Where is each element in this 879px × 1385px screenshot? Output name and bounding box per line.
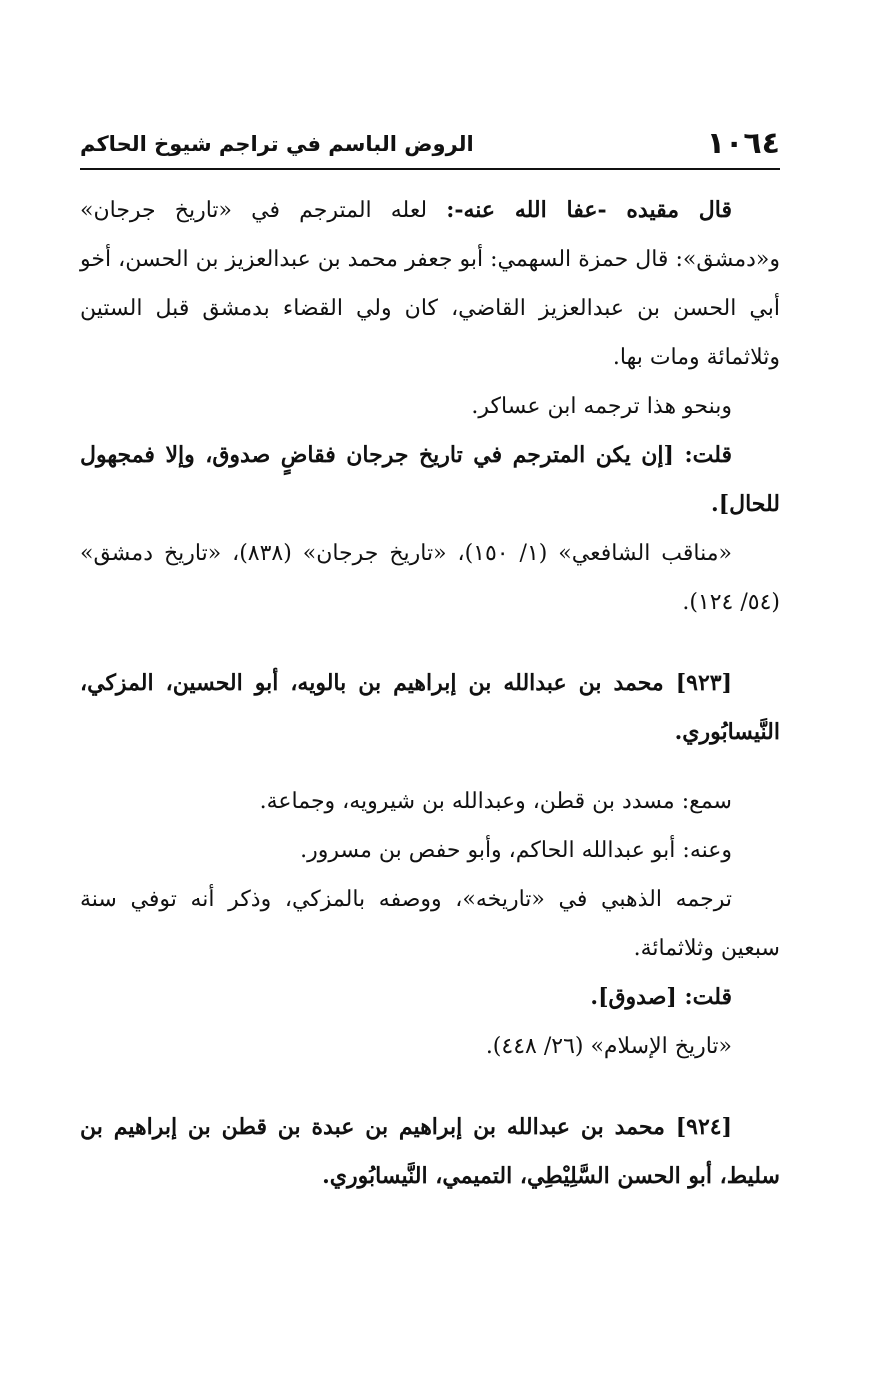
commentary-text: لعله المترجم في «تاريخ جرجان» و«دمشق»: قال حمزة السهمي: أبو جعفر محمد بن عبدالعزيز بن الحسن، أخو أبي الحسن بن عبدالعزيز القاضي، كان ولي القضاء بدمشق قبل الستين وثلاثمائة ومات بها. xyxy=(80,198,780,370)
header-rule xyxy=(80,168,780,170)
paragraph-verdict: قلت: [إن يكن المترجم في تاريخ جرجان فقاضٍ صدوق، وإلا فمجهول للحال]. xyxy=(80,442,780,517)
entry-923-heard: سمع: مسدد بن قطن، وعبدالله بن شيرويه، وجماعة. xyxy=(259,789,732,814)
commentary-label: قال مقيده -عفا الله عنه-: xyxy=(446,197,732,223)
entry-923-heading: [٩٢٣] محمد بن عبدالله بن إبراهيم بن بالويه، أبو الحسين، المزكي، النَّيسابُوري. xyxy=(80,670,780,745)
page-body xyxy=(80,186,780,1201)
paragraph-sources: «مناقب الشافعي» (١/ ١٥٠)، «تاريخ جرجان» (٨٣٨)، «تاريخ دمشق» (٥٤/ ١٢٤). xyxy=(80,541,780,615)
entry-924-heading: [٩٢٤] محمد بن عبدالله بن إبراهيم بن عبدة بن قطن بن إبراهيم بن سليط، أبو الحسن السَّلِيْطِي، التميمي، النَّيسابُوري. xyxy=(80,1114,780,1189)
paragraph-commentary xyxy=(80,186,780,382)
entry-923-narrators: وعنه: أبو عبدالله الحاكم، وأبو حفص بن مسرور. xyxy=(300,838,732,863)
page-number: ١٠٦٤ xyxy=(706,126,780,161)
entry-923-biography: ترجمه الذهبي في «تاريخه»، ووصفه بالمزكي، وذكر أنه توفي سنة سبعين وثلاثمائة. xyxy=(80,887,780,961)
entry-923-verdict: قلت: [صدوق]. xyxy=(590,984,732,1010)
page-header xyxy=(80,126,780,166)
running-title: الروض الباسم في تراجم شيوخ الحاكم xyxy=(80,132,474,156)
paragraph-ibn-asakir: وبنحو هذا ترجمه ابن عساكر. xyxy=(471,394,732,419)
entry-923-source: «تاريخ الإسلام» (٢٦/ ٤٤٨). xyxy=(485,1034,732,1059)
